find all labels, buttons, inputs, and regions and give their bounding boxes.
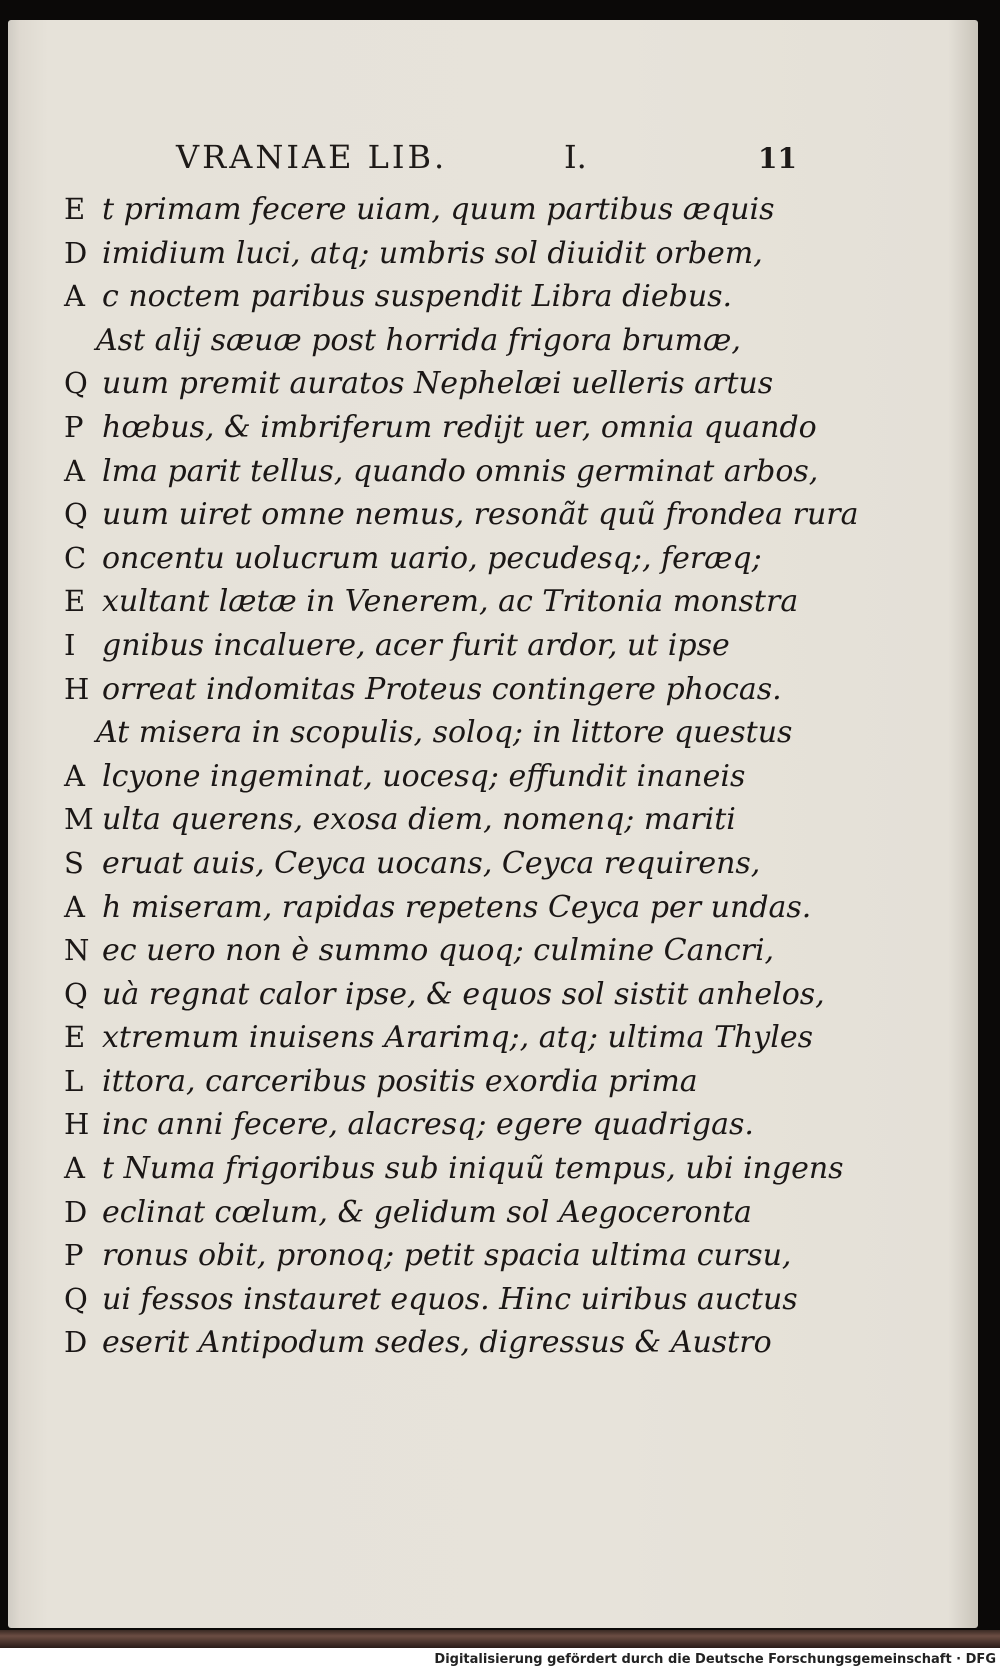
line-text: h miseram, rapidas repetens Ceyca per undas. [102, 889, 812, 925]
line-text: ronus obit, pronoq; petit spacia ultima cursu, [102, 1238, 792, 1274]
verse-line [64, 1321, 944, 1365]
line-text: oncentu uolucrum uario, pecudesq;, feræq; [102, 540, 762, 576]
line-text: t primam fecere uiam, quum partibus æquis [102, 192, 775, 227]
line-initial: L [64, 1063, 84, 1098]
line-initial: A [64, 889, 85, 924]
verse-line [64, 232, 944, 276]
line-initial: N [64, 933, 90, 968]
verse-line [64, 842, 944, 886]
line-text: uum premit auratos Nephelæi uelleris artus [102, 366, 774, 402]
verse-line [64, 973, 944, 1017]
line-text: uà regnat calor ipse, & equos sol sistit anhelos, [102, 976, 825, 1012]
line-text: Ast alij sæuæ post horrida frigora brumæ, [96, 322, 741, 358]
line-initial: H [64, 671, 90, 706]
verse-line [64, 798, 944, 842]
line-initial: D [64, 235, 88, 270]
line-text: uum uiret omne nemus, resonãt quũ frondea rura [102, 497, 859, 533]
line-initial: P [64, 1238, 84, 1273]
line-text: eclinat cœlum, & gelidum sol Aegocerontа [102, 1194, 752, 1230]
line-initial: D [64, 1325, 88, 1360]
line-initial: M [64, 802, 94, 837]
page-edge [0, 1630, 1000, 1648]
verse-line [64, 1103, 944, 1147]
line-text: xultant lætæ in Venerem, ac Tritonia monstra [102, 584, 799, 620]
line-initial: I [64, 627, 76, 662]
verse-line [64, 580, 944, 624]
line-text: eruat auis, Ceyca uocans, Ceyca requirens, [102, 845, 761, 881]
running-head-title: VRANIAE LIB. [176, 138, 448, 176]
line-text: lcyone ingeminat, uocesq; effundit inaneis [102, 758, 746, 794]
digitization-credit: Digitalisierung gefördert durch die Deutsche Forschungsgemeinschaft · DFG [434, 1652, 996, 1667]
line-text: t Numa frigoribus sub iniquũ tempus, ubi ingens [102, 1151, 844, 1187]
line-initial: E [64, 192, 86, 226]
line-initial: A [64, 758, 85, 793]
verse-line [64, 406, 944, 450]
verse-line [64, 275, 944, 319]
line-text: c noctem paribus suspendit Libra diebus. [102, 279, 733, 315]
verse-line [64, 362, 944, 406]
line-text: xtremum inuisens Ararimq;, atq; ultima Thyles [102, 1020, 813, 1056]
line-text: orreat indomitas Proteus contingere phocas. [102, 671, 782, 707]
line-text: gnibus incaluere, acer furit ardor, ut ipse [102, 627, 730, 663]
line-initial: P [64, 409, 84, 444]
line-initial: H [64, 1107, 90, 1142]
verse-line [64, 668, 944, 712]
line-initial: Q [64, 976, 88, 1011]
line-initial: E [64, 1020, 86, 1055]
verse-line [64, 188, 944, 232]
line-text: At misera in scopulis, soloq; in littore questus [96, 715, 793, 751]
line-text: eserit Antipodum sedes, digressus & Austro [102, 1325, 772, 1361]
verse-line [64, 929, 944, 973]
verse-line [64, 450, 944, 494]
line-text: inc anni fecere, alacresq; egere quadrigas. [102, 1107, 754, 1143]
line-text: ittora, carceribus positis exordia prima [102, 1063, 698, 1099]
verse-line [64, 537, 944, 581]
book-page [8, 20, 978, 1628]
line-initial: C [64, 540, 87, 575]
line-initial: A [64, 453, 85, 488]
line-text: ui fessos instauret equos. Hinc uiribus auctus [102, 1281, 798, 1317]
verse-line [64, 886, 944, 930]
verse-line [64, 1191, 944, 1235]
running-head [176, 138, 816, 178]
line-initial: A [64, 279, 85, 314]
line-initial: Q [64, 497, 88, 532]
line-text: ec uero non è summo quoq; culmine Cancri, [102, 933, 775, 969]
line-initial: A [64, 1151, 85, 1186]
verse-line [64, 1147, 944, 1191]
verse-line [64, 755, 944, 799]
verse-text [64, 188, 944, 1365]
verse-line [64, 1234, 944, 1278]
line-initial: S [64, 845, 84, 880]
running-head-book-number: I. [564, 138, 587, 176]
verse-line [64, 1278, 944, 1322]
line-initial: Q [64, 1281, 88, 1316]
line-initial: E [64, 584, 86, 619]
verse-line [64, 319, 944, 363]
line-text: ulta querens, exosa diem, nomenq; mariti [102, 802, 736, 838]
line-text: lma parit tellus, quando omnis germinat arbos, [102, 453, 819, 489]
verse-line [64, 1016, 944, 1060]
page-number: 11 [758, 142, 797, 175]
verse-line [64, 711, 944, 755]
verse-line [64, 624, 944, 668]
line-initial: Q [64, 366, 88, 401]
line-text: imidium luci, atq; umbris sol diuidit orbem, [102, 235, 763, 271]
line-initial: D [64, 1194, 88, 1229]
verse-line [64, 493, 944, 537]
line-text: hœbus, & imbriferum redijt uer, omnia quando [102, 409, 817, 445]
verse-line [64, 1060, 944, 1104]
